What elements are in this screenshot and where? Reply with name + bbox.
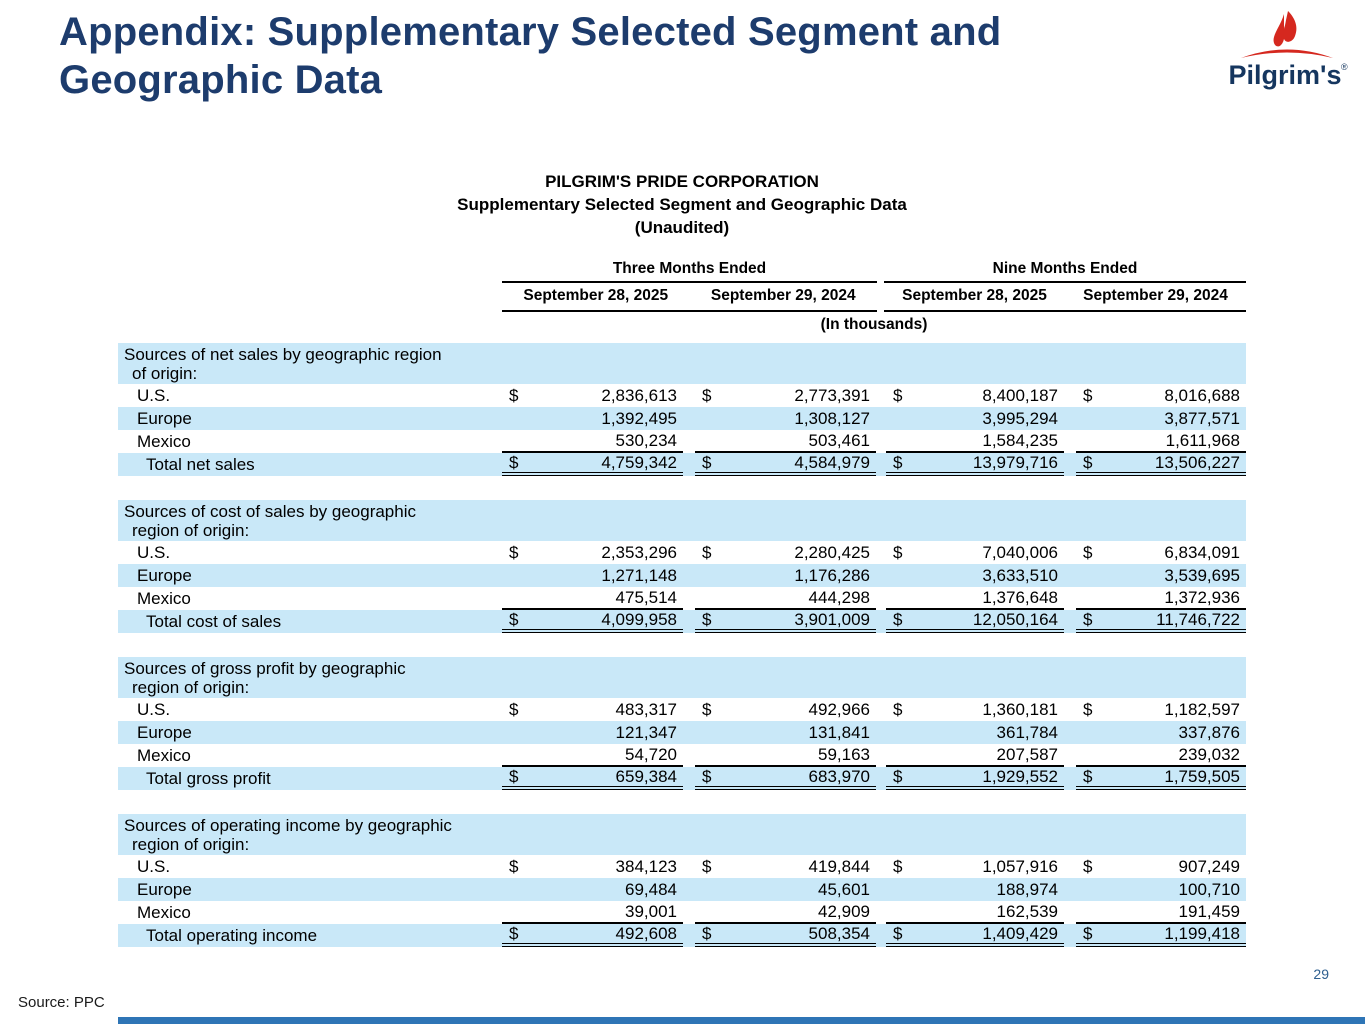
money-cell [502,430,683,453]
money-cell [886,541,1064,564]
amount-value: 12,050,164 [972,609,1058,629]
money-cell [886,407,1064,430]
money-cell [695,901,876,924]
section-header-line1: Sources of operating income by geographic [124,816,452,835]
table-section [118,814,1246,947]
currency-symbol: $ [893,923,903,943]
amount-value: 239,032 [1178,744,1240,764]
money-cell [1076,924,1246,947]
section-header [118,343,1246,384]
money-cell [1076,721,1246,744]
table-row [118,541,1246,564]
currency-symbol: $ [893,609,903,629]
table-heading [118,170,1246,239]
money-cell [502,855,683,878]
money-cell [886,610,1064,633]
money-cell [886,855,1064,878]
amount-value: 1,392,495 [601,408,677,428]
currency-symbol: $ [1083,542,1093,562]
section-header-line2: of origin: [132,364,198,383]
money-cell [886,721,1064,744]
row-label: Mexico [137,588,191,608]
money-cell [502,453,683,476]
amount-value: 2,353,296 [601,542,677,562]
row-label: Europe [137,408,192,428]
amount-value: 1,176,286 [794,565,870,585]
amount-value: 13,979,716 [972,452,1058,472]
amount-value: 3,995,294 [982,408,1058,428]
amount-value: 1,182,597 [1164,699,1240,719]
money-cell [695,587,876,610]
money-cell [695,924,876,947]
brand-logo [1221,6,1353,102]
amount-value: 907,249 [1178,856,1240,876]
money-cell [1076,587,1246,610]
currency-symbol: $ [1083,609,1093,629]
registered-mark: ® [1341,62,1348,72]
table-row [118,924,1246,947]
amount-value: 492,608 [615,923,677,943]
currency-symbol: $ [509,923,519,943]
money-cell [886,453,1064,476]
currency-symbol: $ [1083,766,1093,786]
amount-value: 4,099,958 [601,609,677,629]
section-header-line1: Sources of gross profit by geographic [124,659,406,678]
money-cell [886,698,1064,721]
table-heading-unaudited: (Unaudited) [634,218,730,237]
amount-value: 54,720 [625,744,677,764]
amount-value: 191,459 [1178,901,1240,921]
money-cell [502,541,683,564]
currency-symbol: $ [702,699,712,719]
date-header-half-right [884,283,1246,312]
currency-symbol: $ [893,452,903,472]
money-cell [1076,541,1246,564]
amount-value: 8,016,688 [1164,385,1240,405]
table-row [118,744,1246,767]
money-cell [502,767,683,790]
section-header-line1: Sources of net sales by geographic region [124,345,442,364]
amount-value: 444,298 [808,587,870,607]
currency-symbol: $ [893,385,903,405]
currency-symbol: $ [509,856,519,876]
section-header [118,814,1246,855]
table-row [118,767,1246,790]
money-cell [1076,855,1246,878]
money-cell [1076,430,1246,453]
currency-symbol: $ [702,542,712,562]
amount-value: 188,974 [996,879,1058,899]
amount-value: 1,271,148 [601,565,677,585]
amount-value: 1,409,429 [982,923,1058,943]
amount-value: 419,844 [808,856,870,876]
row-label: Total operating income [146,925,318,945]
money-cell [1076,767,1246,790]
currency-symbol: $ [509,452,519,472]
row-label: Mexico [137,431,191,451]
money-cell [695,698,876,721]
amount-value: 1,360,181 [982,699,1058,719]
currency-symbol: $ [509,385,519,405]
amount-value: 121,347 [615,722,677,742]
money-cell [886,878,1064,901]
date-header-spacer [118,283,502,312]
money-cell [695,407,876,430]
table-row [118,430,1246,453]
period-header-spacer [118,260,502,283]
money-cell [502,924,683,947]
page-title: Appendix: Supplementary Selected Segment and Geographic Data [59,10,1002,102]
currency-symbol: $ [509,699,519,719]
amount-value: 8,400,187 [982,385,1058,405]
currency-symbol: $ [702,856,712,876]
money-cell [886,744,1064,767]
date-header-half-left [502,283,877,312]
amount-value: 11,746,722 [1156,609,1240,629]
money-cell [502,610,683,633]
section-header-line2: region of origin: [132,835,250,854]
amount-value: 659,384 [615,766,677,786]
row-label: Mexico [137,745,191,765]
money-cell [695,453,876,476]
financial-table [118,170,1246,947]
column-header-q3-2024: September 29, 2024 [710,287,856,304]
period-group-three-months: Three Months Ended [502,260,877,283]
amount-value: 3,901,009 [794,609,870,629]
currency-symbol: $ [509,542,519,562]
currency-symbol: $ [702,923,712,943]
table-row [118,564,1246,587]
amount-value: 45,601 [818,879,870,899]
page-number: 29 [1313,966,1329,982]
table-row [118,878,1246,901]
table-row [118,698,1246,721]
money-cell [886,564,1064,587]
money-cell [886,587,1064,610]
money-cell [502,744,683,767]
row-label: Total gross profit [146,768,271,788]
table-row [118,587,1246,610]
row-label: Mexico [137,902,191,922]
money-cell [695,744,876,767]
column-header-9m-2024: September 29, 2024 [1083,287,1228,304]
money-cell [1076,453,1246,476]
money-cell [886,430,1064,453]
money-cell [502,587,683,610]
amount-value: 13,506,227 [1154,452,1240,472]
money-cell [502,564,683,587]
amount-value: 1,929,552 [982,766,1058,786]
currency-symbol: $ [509,609,519,629]
period-gap [877,260,884,283]
currency-symbol: $ [893,766,903,786]
currency-symbol: $ [702,766,712,786]
period-group-nine-months: Nine Months Ended [884,260,1246,283]
amount-value: 39,001 [625,901,677,921]
table-row [118,901,1246,924]
row-label: Europe [137,722,192,742]
amount-value: 6,834,091 [1164,542,1240,562]
table-row [118,721,1246,744]
date-header-row [118,283,1246,312]
row-label: U.S. [137,856,171,876]
table-section [118,657,1246,790]
amount-value: 59,163 [818,744,870,764]
bird-flame-icon [1241,11,1333,58]
column-header-9m-2025: September 28, 2025 [902,287,1047,304]
section-header [118,657,1246,698]
table-row [118,384,1246,407]
row-label: U.S. [137,385,171,405]
money-cell [1076,698,1246,721]
money-cell [695,610,876,633]
date-gap [877,283,884,312]
table-row [118,453,1246,476]
table-sections [118,343,1246,947]
amount-value: 384,123 [615,856,677,876]
amount-value: 683,970 [808,766,870,786]
money-cell [695,855,876,878]
money-cell [695,767,876,790]
currency-symbol: $ [702,452,712,472]
amount-value: 503,461 [808,430,870,450]
amount-value: 3,877,571 [1164,408,1240,428]
amount-value: 492,966 [808,699,870,719]
table-row [118,407,1246,430]
amount-value: 2,773,391 [794,385,870,405]
amount-value: 3,539,695 [1164,565,1240,585]
money-cell [886,924,1064,947]
currency-symbol: $ [702,385,712,405]
amount-value: 1,376,648 [982,587,1058,607]
amount-value: 207,587 [996,744,1058,764]
currency-symbol: $ [1083,856,1093,876]
money-cell [695,430,876,453]
currency-symbol: $ [893,699,903,719]
row-label: U.S. [137,542,171,562]
section-header-line2: region of origin: [132,678,250,697]
money-cell [502,901,683,924]
currency-symbol: $ [509,766,519,786]
money-cell [1076,384,1246,407]
amount-value: 1,057,916 [982,856,1058,876]
amount-value: 1,759,505 [1164,766,1240,786]
money-cell [886,767,1064,790]
money-cell [886,384,1064,407]
money-cell [695,541,876,564]
amount-value: 100,710 [1178,879,1240,899]
row-label: U.S. [137,699,171,719]
amount-value: 530,234 [615,430,677,450]
money-cell [695,564,876,587]
amount-value: 1,611,968 [1165,430,1240,450]
money-cell [502,698,683,721]
money-cell [1076,407,1246,430]
currency-symbol: $ [702,609,712,629]
amount-value: 7,040,006 [982,542,1058,562]
table-heading-company: PILGRIM'S PRIDE CORPORATION [545,172,819,191]
amount-value: 4,584,979 [794,452,870,472]
money-cell [695,384,876,407]
amount-value: 162,539 [996,901,1058,921]
currency-symbol: $ [1083,699,1093,719]
row-label: Europe [137,879,192,899]
currency-symbol: $ [1083,452,1093,472]
amount-value: 3,633,510 [982,565,1058,585]
row-label: Total net sales [146,454,255,474]
row-label: Europe [137,565,192,585]
amount-value: 69,484 [625,879,677,899]
footer-accent-bar [118,1017,1365,1024]
amount-value: 508,354 [808,923,870,943]
currency-symbol: $ [1083,923,1093,943]
amount-value: 1,199,418 [1164,923,1240,943]
currency-symbol: $ [1083,385,1093,405]
money-cell [502,721,683,744]
units-note: (In thousands) [820,316,928,333]
money-cell [1076,901,1246,924]
amount-value: 131,841 [808,722,870,742]
section-header-line1: Sources of cost of sales by geographic [124,502,416,521]
amount-value: 337,876 [1178,722,1240,742]
money-cell [502,878,683,901]
amount-value: 1,308,127 [794,408,870,428]
table-row [118,855,1246,878]
money-cell [886,901,1064,924]
money-cell [1076,744,1246,767]
amount-value: 42,909 [818,901,870,921]
pilgrims-logo-icon [1221,6,1353,102]
currency-symbol: $ [893,856,903,876]
money-cell [502,384,683,407]
money-cell [1076,610,1246,633]
amount-value: 1,372,936 [1164,587,1240,607]
amount-value: 4,759,342 [601,452,677,472]
amount-value: 2,836,613 [601,385,677,405]
money-cell [695,878,876,901]
row-label: Total cost of sales [146,611,282,631]
column-header-q3-2025: September 28, 2025 [523,287,669,304]
money-cell [502,407,683,430]
table-section [118,500,1246,633]
source-note: Source: PPC [18,994,105,1011]
amount-value: 2,280,425 [794,542,870,562]
section-header-line2: region of origin: [132,521,250,540]
amount-value: 475,514 [615,587,677,607]
table-row [118,610,1246,633]
amount-value: 361,784 [996,722,1058,742]
money-cell [1076,564,1246,587]
period-header-row [118,260,1246,283]
table-section [118,343,1246,476]
section-header [118,500,1246,541]
amount-value: 1,584,235 [982,430,1058,450]
brand-wordmark: Pilgrim's [1228,60,1342,90]
money-cell [695,721,876,744]
amount-value: 483,317 [615,699,677,719]
table-heading-subtitle: Supplementary Selected Segment and Geographic Data [457,195,907,214]
currency-symbol: $ [893,542,903,562]
money-cell [1076,878,1246,901]
